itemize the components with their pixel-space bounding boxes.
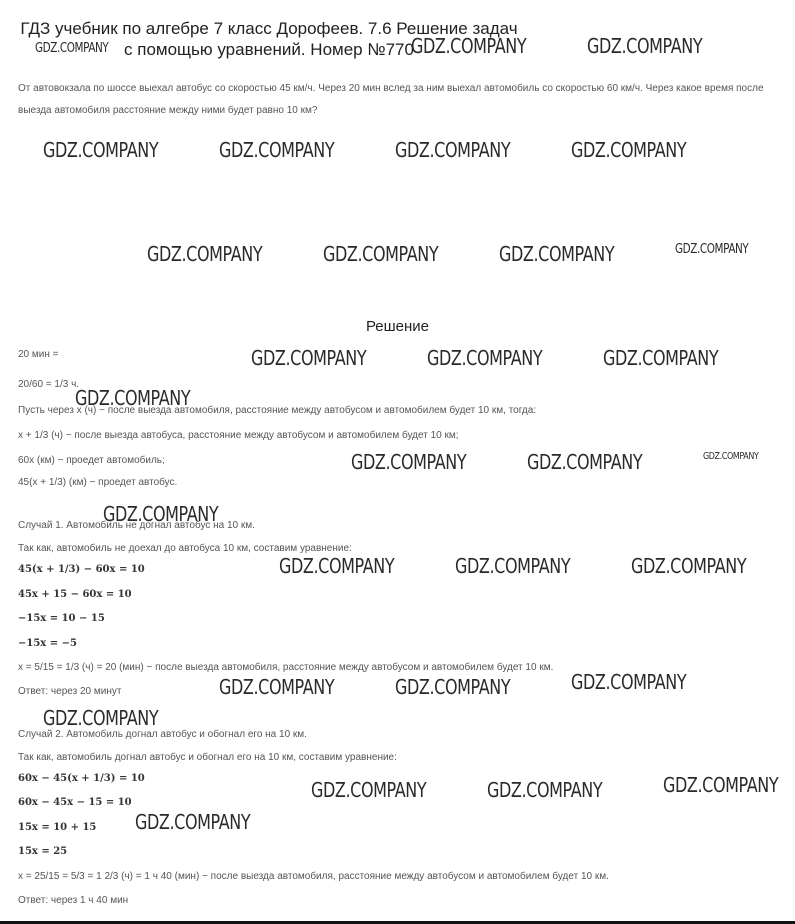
watermark: GDZ.COMPANY — [395, 675, 511, 699]
equation-line: 15x = 25 — [18, 846, 68, 857]
page-title-line2: с помощью уравнений. Номер №770 — [124, 40, 414, 59]
equation-line: 45(x + 1/3) − 60x = 10 — [18, 564, 145, 575]
watermark: GDZ.COMPANY — [323, 242, 439, 266]
watermark: GDZ.COMPANY — [75, 386, 191, 410]
equation-line: 60x − 45(x + 1/3) = 10 — [18, 773, 145, 784]
watermark: GDZ.COMPANY — [135, 810, 251, 834]
watermark: GDZ.COMPANY — [427, 346, 543, 370]
solution-line: x = 5/15 = 1/3 (ч) = 20 (мин) − после выезда автомобиля, расстояние между автобусом и автомобилем будет 10 км. — [18, 662, 554, 673]
watermark: GDZ.COMPANY — [571, 670, 687, 694]
equation-line: 60x − 45x − 15 = 10 — [18, 797, 132, 808]
watermark: GDZ.COMPANY — [219, 675, 335, 699]
watermark: GDZ.COMPANY — [395, 138, 511, 162]
equation-line: −15x = −5 — [18, 638, 77, 649]
solution-line: Так как, автомобиль догнал автобус и обогнал его на 10 км, составим уравнение: — [18, 752, 397, 763]
watermark: GDZ.COMPANY — [103, 502, 219, 526]
watermark: GDZ.COMPANY — [631, 554, 747, 578]
solution-line: Случай 1. Автомобиль не догнал автобус на 10 км. — [18, 520, 255, 531]
watermark: GDZ.COMPANY — [279, 554, 395, 578]
watermark: GDZ.COMPANY — [603, 346, 719, 370]
solution-line: 45(x + 1/3) (км) − проедет автобус. — [18, 477, 178, 488]
watermark: GDZ.COMPANY — [663, 773, 779, 797]
watermark: GDZ.COMPANY — [675, 242, 749, 257]
watermark: GDZ.COMPANY — [219, 138, 335, 162]
solution-line: 20 мин = — [18, 349, 59, 360]
watermark: GDZ.COMPANY — [43, 138, 159, 162]
solution-line: Так как, автомобиль не доехал до автобуса 10 км, составим уравнение: — [18, 543, 352, 554]
watermark: GDZ.COMPANY — [351, 450, 467, 474]
watermark: GDZ.COMPANY — [487, 778, 603, 802]
watermark: GDZ.COMPANY — [43, 706, 159, 730]
equation-line: 15x = 10 + 15 — [18, 822, 97, 833]
watermark: GDZ.COMPANY — [147, 242, 263, 266]
watermark: GDZ.COMPANY — [527, 450, 643, 474]
watermark: GDZ.COMPANY — [251, 346, 367, 370]
solution-line: Пусть через x (ч) − после выезда автомобиля, расстояние между автобусом и автомобилем будет 10 км, тогда: — [18, 405, 537, 416]
equation-line: 45x + 15 − 60x = 10 — [18, 589, 132, 600]
solution-line: 60x (км) − проедет автомобиль; — [18, 455, 165, 466]
problem-statement: От автовокзала по шоссе выехал автобус со скоростью 45 км/ч. Через 20 мин вслед за ним выехал автомобиль со скоростью 60 км/ч. Через какое время после выезда автомобиля расстояние между ними будет равно 10 км? — [18, 83, 764, 116]
page-title-line1: ГДЗ учебник по алгебре 7 класс Дорофеев. 7.6 Решение задач — [20, 19, 518, 38]
solution-line: x = 25/15 = 5/3 = 1 2/3 (ч) = 1 ч 40 (мин) − после выезда автомобиля, расстояние между автобусом и автомобилем будет 10 км. — [18, 871, 609, 882]
watermark: GDZ.COMPANY — [35, 41, 109, 56]
solution-line: Случай 2. Автомобиль догнал автобус и обогнал его на 10 км. — [18, 729, 307, 740]
watermark: GDZ.COMPANY — [703, 451, 759, 462]
answer-line: Ответ: через 1 ч 40 мин — [18, 895, 129, 906]
solution-line: 20/60 = 1/3 ч. — [18, 379, 80, 390]
watermark: GDZ.COMPANY — [587, 34, 703, 58]
watermark: GDZ.COMPANY — [571, 138, 687, 162]
watermark: GDZ.COMPANY — [311, 778, 427, 802]
equation-line: −15x = 10 − 15 — [18, 613, 105, 624]
answer-line: Ответ: через 20 минут — [18, 686, 122, 697]
solution-line: x + 1/3 (ч) − после выезда автобуса, расстояние между автобусом и автомобилем будет 10 км; — [18, 430, 459, 441]
watermark: GDZ.COMPANY — [455, 554, 571, 578]
solution-heading: Решение — [365, 318, 430, 335]
watermark: GDZ.COMPANY — [411, 34, 527, 58]
watermark: GDZ.COMPANY — [499, 242, 615, 266]
